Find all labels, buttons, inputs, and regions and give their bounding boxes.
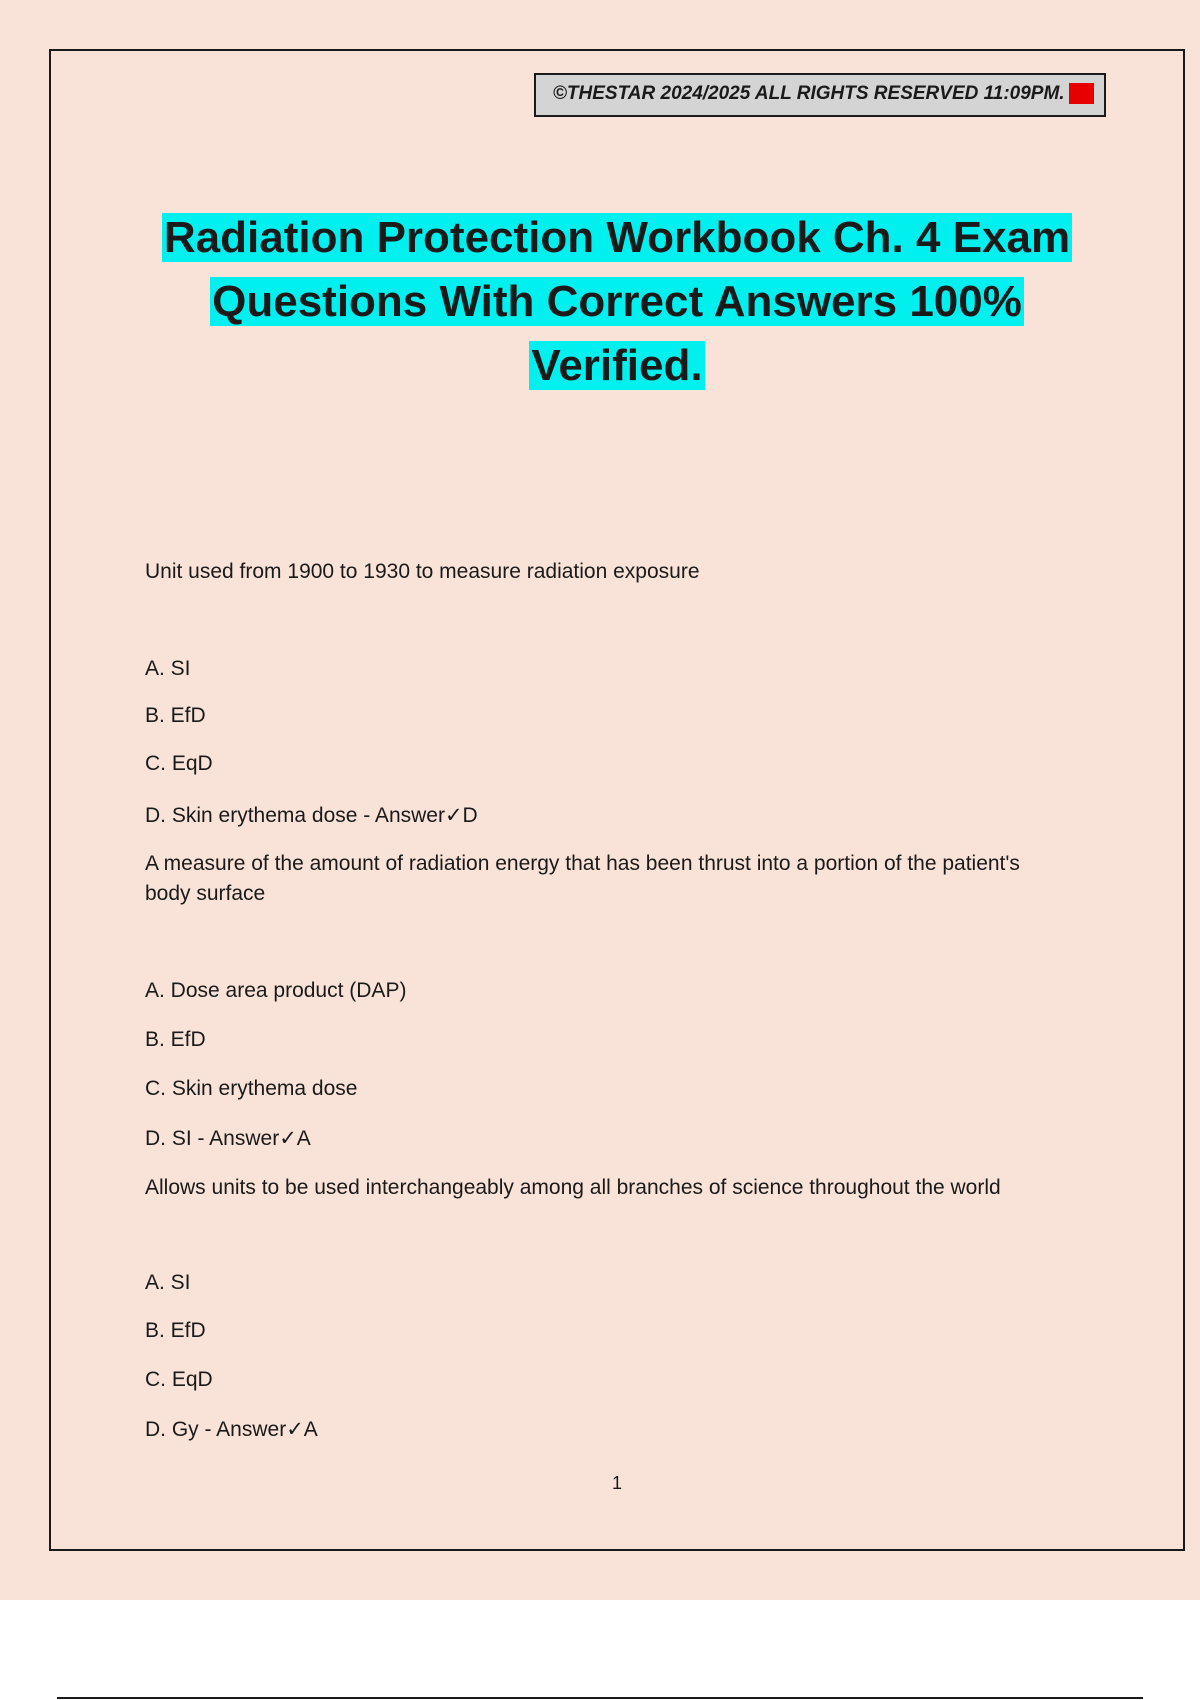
title-line-2: Questions With Correct Answers 100% [212,277,1022,326]
answer-option: A. SI [145,657,191,680]
answer-option: C. EqD [145,1368,213,1391]
answer-option: A. SI [145,1271,191,1294]
answer-option: C. EqD [145,752,213,775]
question-prompt: Unit used from 1900 to 1930 to measure radiation exposure [145,560,700,583]
grade-badge: A+ [1069,83,1094,104]
answer-option-correct: D. SI - Answer✓A [145,1127,311,1150]
title-line-1: Radiation Protection Workbook Ch. 4 Exam [163,213,1071,262]
copyright-banner [534,73,1106,117]
answer-option: B. EfD [145,704,206,727]
question-prompt: Allows units to be used interchangeably among all branches of science throughout the world [145,1176,1001,1199]
answer-option: C. Skin erythema dose [145,1077,358,1100]
title-line-3: Verified. [531,341,703,390]
answer-option: B. EfD [145,1319,206,1342]
document-title [100,206,1134,398]
page-number: 1 [611,1473,622,1493]
question-prompt: A measure of the amount of radiation energy that has been thrust into a portion of the patient's body surface [145,852,1020,905]
answer-option: B. EfD [145,1028,206,1051]
answer-option-correct: D. Skin erythema dose - Answer✓D [145,804,478,827]
answer-option: A. Dose area product (DAP) [145,979,407,1002]
next-page-divider [57,1697,1143,1699]
answer-option-correct: D. Gy - Answer✓A [145,1418,318,1441]
copyright-text: ©THESTAR 2024/2025 ALL RIGHTS RESERVED 11:09PM. [552,83,1065,104]
